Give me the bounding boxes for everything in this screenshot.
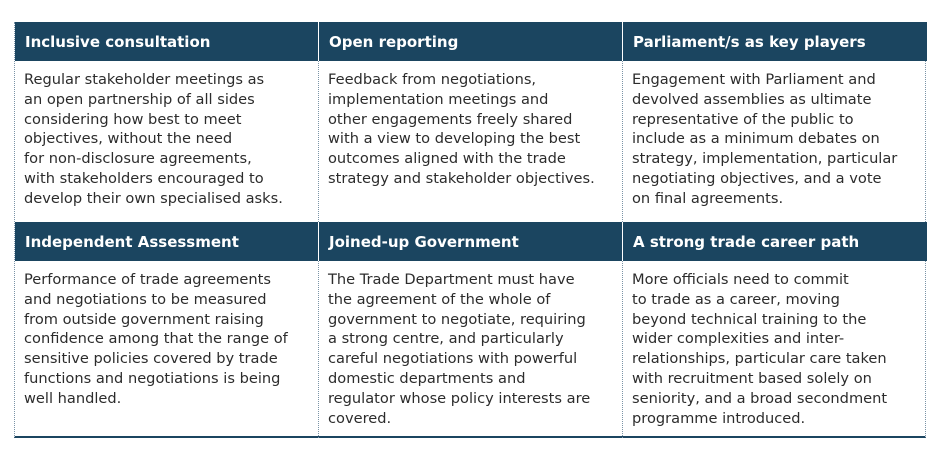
body-line: seniority, and a broad secondment [632,389,888,407]
body-line: on final agreements. [632,189,784,207]
body-line: to trade as a career, moving [632,290,840,308]
body-line: outcomes aligned with the trade [328,150,566,168]
body-line: regulator whose policy interests are [328,389,591,407]
body-line: objectives, without the need [24,130,233,148]
column-heading-trade-career-path: A strong trade career path [622,222,927,261]
body-line: strategy, implementation, particular [632,150,898,168]
cell-body-joined-up-government [318,261,622,438]
body-line: More officials need to commit [632,271,849,288]
body-line: the agreement of the whole of [328,290,551,308]
body-line: with a view to developing the best [328,130,581,148]
body-line: sensitive policies covered by trade [24,350,278,368]
column-heading-open-reporting: Open reporting [318,22,622,61]
body-line: Engagement with Parliament and [632,71,876,88]
column-heading-inclusive-consultation: Inclusive consultation [15,22,318,61]
body-line: a strong centre, and particularly [328,330,564,348]
cell-body-open-reporting [318,61,622,222]
body-line: beyond technical training to the [632,310,867,328]
body-line: domestic departments and [328,369,526,387]
cell-body-trade-career-path [622,261,927,438]
body-line: with stakeholders encouraged to [24,169,264,187]
column-heading-joined-up-government: Joined-up Government [318,222,622,261]
body-line: and negotiations to be measured [24,290,267,308]
body-line: strategy and stakeholder objectives. [328,169,595,187]
body-line: considering how best to meet [24,110,242,128]
body-line: with recruitment based solely on [632,369,872,387]
body-line: The Trade Department must have [328,271,575,288]
body-line: confidence among that the range of [24,330,288,348]
body-line: other engagements freely shared [328,110,573,128]
cell-body-independent-assessment [15,261,318,438]
body-line: Regular stakeholder meetings as [24,71,265,88]
body-line: implementation meetings and [328,90,549,108]
body-line: negotiating objectives, and a vote [632,169,882,187]
body-line: well handled. [24,389,122,407]
body-line: from outside government raising [24,310,264,328]
body-line: develop their own specialised asks. [24,189,283,207]
body-line: an open partnership of all sides [24,90,255,108]
body-line: representative of the public to [632,110,854,128]
body-line: Performance of trade agreements [24,271,271,288]
body-line: devolved assemblies as ultimate [632,90,872,108]
cell-body-parliament-key-players [622,61,927,222]
body-line: programme introduced. [632,409,806,427]
principles-table [14,22,926,438]
body-line: functions and negotiations is being [24,369,281,387]
body-line: covered. [328,409,392,427]
column-heading-independent-assessment: Independent Assessment [15,222,318,261]
body-line: include as a minimum debates on [632,130,880,148]
body-line: government to negotiate, requiring [328,310,586,328]
body-line: Feedback from negotiations, [328,71,537,88]
column-heading-parliament-key-players: Parliament/s as key players [622,22,927,61]
body-line: careful negotiations with powerful [328,350,578,368]
cell-body-inclusive-consultation [15,61,318,222]
body-line: wider complexities and inter- [632,330,845,348]
body-line: relationships, particular care taken [632,350,887,368]
body-line: for non-disclosure agreements, [24,150,252,168]
